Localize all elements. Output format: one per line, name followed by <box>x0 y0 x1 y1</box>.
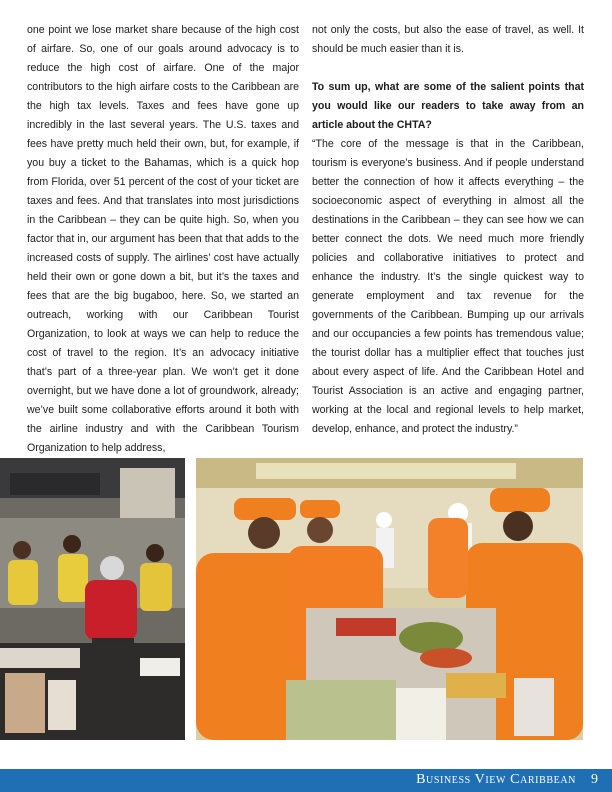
chefs-illustration <box>196 458 583 740</box>
interview-answer: “The core of the message is that in the Caribbean, tourism is everyone’s business. And if people understand better the connection of how it affects everything – the socioeconomic aspect of everything in almost all the destinations in the Caribbean – they can see how we can better connect the dots. We need much more friendly policies and collaborative initiatives to protect and enhance the industry. It’s the single quickest way to generate employment and tax revenue for the governments of the Caribbean. Bumping up our arrivals and our occupancies a few points has tremendous value; the tourist dollar has a multiplier effect that touches just about every aspect of life. And the Caribbean Hotel and Tourist Association is an active and engaging partner, working at the local and regional levels to help market, develop, enhance, and protect the industry.” <box>312 138 584 435</box>
left-text-column <box>27 21 299 458</box>
publication-title: Business View Caribbean <box>416 772 576 787</box>
footer-bar <box>0 769 612 792</box>
trade-show-photo <box>0 458 185 740</box>
chefs-cooking-photo <box>196 458 583 740</box>
left-column-text: one point we lose market share because of the high cost of airfare. So, one of our goals around advocacy is to reduce the high cost of airfare. One of the major contributors to the high airfare costs to the Caribbean are the high tax levels. Taxes and fees have gone up incredibly in the last several years. The U.S. taxes and fees have pretty much held their own, but, for example, if you buy a ticket to the Bahamas, which is a quick hop from Florida, over 51 percent of the cost of your ticket are taxes and fees. And that translates into most jurisdictions in the Caribbean – they can be quite high. So, when you factor that in, our argument has been that that adds to the increased costs of supply. The airlines’ cost have actually held their own or gone down a bit, but it’s the taxes and fees that are the big bugaboo, here. So, we started an outreach, working with our Caribbean Tourist Organization, to look at ways we can help to reduce the cost of travel to the region. It’s an advocacy initiative that’s part of a three-year plan. We won’t get it done overnight, but we have done a lot of groundwork, already; we’ve built some collaborative efforts around it both with the airline industry and with the Caribbean Tourism Organization to help address, <box>27 24 299 454</box>
trade-show-illustration <box>0 458 185 740</box>
right-text-column <box>312 21 584 439</box>
right-column-intro: not only the costs, but also the ease of travel, as well. It should be much easier than it is. <box>312 24 584 55</box>
page-number: 9 <box>591 772 598 787</box>
interview-question: To sum up, what are some of the salient points that you would like our readers to take away from an article about the CHTA? <box>312 81 584 131</box>
paragraph-gap <box>312 59 584 78</box>
